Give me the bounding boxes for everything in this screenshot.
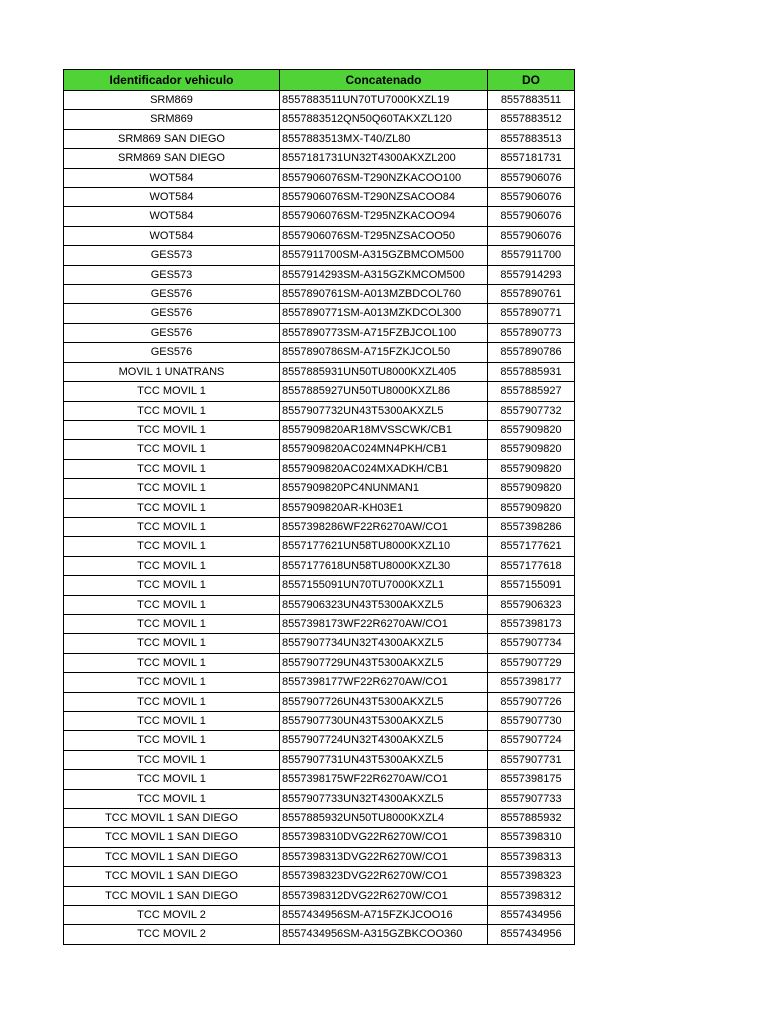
cell-concatenado[interactable]: 8557398310DVG22R6270W/CO1 — [280, 828, 488, 847]
cell-do[interactable]: 8557907734 — [488, 634, 575, 653]
cell-do[interactable]: 8557398323 — [488, 867, 575, 886]
cell-do[interactable]: 8557907729 — [488, 653, 575, 672]
cell-concatenado[interactable]: 8557398286WF22R6270AW/CO1 — [280, 517, 488, 536]
table-row — [64, 168, 575, 187]
table-row — [64, 149, 575, 168]
cell-concatenado[interactable]: 8557177618UN58TU8000KXZL30 — [280, 556, 488, 575]
cell-concatenado[interactable]: 8557434956SM-A315GZBKCOO360 — [280, 925, 488, 944]
header-do[interactable]: DO — [488, 70, 575, 91]
cell-do[interactable]: 8557890761 — [488, 285, 575, 304]
cell-do[interactable]: 8557155091 — [488, 576, 575, 595]
table-row — [64, 246, 575, 265]
table-row — [64, 828, 575, 847]
cell-identificador-vehiculo[interactable]: TCC MOVIL 1 — [64, 440, 280, 459]
cell-identificador-vehiculo[interactable]: TCC MOVIL 1 — [64, 653, 280, 672]
cell-identificador-vehiculo[interactable]: GES576 — [64, 323, 280, 342]
table-row — [64, 673, 575, 692]
cell-concatenado[interactable]: 8557155091UN70TU7000KXZL1 — [280, 576, 488, 595]
table-row — [64, 517, 575, 536]
header-identificador-vehiculo[interactable]: Identificador vehiculo — [64, 70, 280, 91]
cell-identificador-vehiculo[interactable]: TCC MOVIL 1 — [64, 420, 280, 439]
cell-do[interactable]: 8557909820 — [488, 459, 575, 478]
cell-concatenado[interactable]: 8557907733UN32T4300AKXZL5 — [280, 789, 488, 808]
cell-identificador-vehiculo[interactable]: TCC MOVIL 1 — [64, 537, 280, 556]
cell-concatenado[interactable]: 8557907732UN43T5300AKXZL5 — [280, 401, 488, 420]
spreadsheet-table-container — [63, 69, 574, 945]
cell-concatenado[interactable]: 8557398323DVG22R6270W/CO1 — [280, 867, 488, 886]
table-row — [64, 595, 575, 614]
table-row — [64, 634, 575, 653]
cell-do[interactable]: 8557885927 — [488, 382, 575, 401]
cell-concatenado[interactable]: 8557890761SM-A013MZBDCOL760 — [280, 285, 488, 304]
cell-identificador-vehiculo[interactable]: TCC MOVIL 1 — [64, 634, 280, 653]
cell-identificador-vehiculo[interactable]: GES576 — [64, 304, 280, 323]
cell-do[interactable]: 8557914293 — [488, 265, 575, 284]
table-row — [64, 537, 575, 556]
cell-concatenado[interactable]: 8557181731UN32T4300AKXZL200 — [280, 149, 488, 168]
cell-identificador-vehiculo[interactable]: TCC MOVIL 1 — [64, 517, 280, 536]
table-row — [64, 129, 575, 148]
cell-identificador-vehiculo[interactable]: TCC MOVIL 2 — [64, 925, 280, 944]
cell-identificador-vehiculo[interactable]: TCC MOVIL 1 SAN DIEGO — [64, 867, 280, 886]
cell-do[interactable]: 8557906076 — [488, 207, 575, 226]
cell-do[interactable]: 8557909820 — [488, 498, 575, 517]
table-row — [64, 556, 575, 575]
cell-do[interactable]: 8557906076 — [488, 226, 575, 245]
cell-identificador-vehiculo[interactable]: TCC MOVIL 2 — [64, 906, 280, 925]
table-row — [64, 440, 575, 459]
cell-do[interactable]: 8557434956 — [488, 906, 575, 925]
vehicle-table — [63, 69, 575, 945]
cell-identificador-vehiculo[interactable]: WOT584 — [64, 207, 280, 226]
cell-identificador-vehiculo[interactable]: GES576 — [64, 285, 280, 304]
table-row — [64, 188, 575, 207]
cell-identificador-vehiculo[interactable]: WOT584 — [64, 226, 280, 245]
table-row — [64, 382, 575, 401]
cell-identificador-vehiculo[interactable]: WOT584 — [64, 168, 280, 187]
table-row — [64, 420, 575, 439]
cell-identificador-vehiculo[interactable]: TCC MOVIL 1 SAN DIEGO — [64, 828, 280, 847]
cell-concatenado[interactable]: 8557909820AR18MVSSCWK/CB1 — [280, 420, 488, 439]
cell-do[interactable]: 8557885932 — [488, 809, 575, 828]
cell-concatenado[interactable]: 8557911700SM-A315GZBMCOM500 — [280, 246, 488, 265]
cell-concatenado[interactable]: 8557914293SM-A315GZKMCOM500 — [280, 265, 488, 284]
cell-concatenado[interactable]: 8557883513MX-T40/ZL80 — [280, 129, 488, 148]
table-body — [64, 91, 575, 945]
table-row — [64, 809, 575, 828]
table-row — [64, 614, 575, 633]
table-row — [64, 226, 575, 245]
table-row — [64, 207, 575, 226]
table-row — [64, 925, 575, 944]
cell-do[interactable]: 8557907730 — [488, 712, 575, 731]
cell-do[interactable]: 8557883513 — [488, 129, 575, 148]
cell-do[interactable]: 8557890786 — [488, 343, 575, 362]
cell-do[interactable]: 8557909820 — [488, 420, 575, 439]
table-row — [64, 265, 575, 284]
cell-concatenado[interactable]: 8557909820AC024MN4PKH/CB1 — [280, 440, 488, 459]
cell-concatenado[interactable]: 8557398175WF22R6270AW/CO1 — [280, 770, 488, 789]
table-row — [64, 653, 575, 672]
cell-concatenado[interactable]: 8557885927UN50TU8000KXZL86 — [280, 382, 488, 401]
table-row — [64, 401, 575, 420]
cell-do[interactable]: 8557434956 — [488, 925, 575, 944]
table-row — [64, 750, 575, 769]
cell-identificador-vehiculo[interactable]: SRM869 SAN DIEGO — [64, 129, 280, 148]
cell-do[interactable]: 8557907733 — [488, 789, 575, 808]
cell-do[interactable]: 8557890773 — [488, 323, 575, 342]
cell-do[interactable]: 8557177618 — [488, 556, 575, 575]
cell-do[interactable]: 8557883511 — [488, 91, 575, 110]
cell-concatenado[interactable]: 8557907724UN32T4300AKXZL5 — [280, 731, 488, 750]
cell-concatenado[interactable]: 8557434956SM-A715FZKJCOO16 — [280, 906, 488, 925]
cell-do[interactable]: 8557890771 — [488, 304, 575, 323]
table-row — [64, 789, 575, 808]
cell-do[interactable]: 8557885931 — [488, 362, 575, 381]
cell-do[interactable]: 8557907731 — [488, 750, 575, 769]
cell-concatenado[interactable]: 8557907729UN43T5300AKXZL5 — [280, 653, 488, 672]
table-row — [64, 847, 575, 866]
table-row — [64, 712, 575, 731]
cell-identificador-vehiculo[interactable]: GES573 — [64, 246, 280, 265]
cell-do[interactable]: 8557906323 — [488, 595, 575, 614]
cell-identificador-vehiculo[interactable]: TCC MOVIL 1 — [64, 479, 280, 498]
cell-identificador-vehiculo[interactable]: GES573 — [64, 265, 280, 284]
table-row — [64, 731, 575, 750]
table-row — [64, 906, 575, 925]
cell-do[interactable]: 8557398175 — [488, 770, 575, 789]
cell-do[interactable]: 8557398173 — [488, 614, 575, 633]
cell-concatenado[interactable]: 8557885932UN50TU8000KXZL4 — [280, 809, 488, 828]
cell-concatenado[interactable]: 8557906076SM-T290NZKACOO100 — [280, 168, 488, 187]
header-concatenado[interactable]: Concatenado — [280, 70, 488, 91]
cell-identificador-vehiculo[interactable]: TCC MOVIL 1 — [64, 595, 280, 614]
cell-do[interactable]: 8557177621 — [488, 537, 575, 556]
cell-do[interactable]: 8557398313 — [488, 847, 575, 866]
table-row — [64, 770, 575, 789]
cell-do[interactable]: 8557906076 — [488, 188, 575, 207]
cell-identificador-vehiculo[interactable]: TCC MOVIL 1 — [64, 789, 280, 808]
cell-identificador-vehiculo[interactable]: TCC MOVIL 1 — [64, 614, 280, 633]
cell-do[interactable]: 8557398177 — [488, 673, 575, 692]
cell-identificador-vehiculo[interactable]: TCC MOVIL 1 — [64, 731, 280, 750]
table-row — [64, 498, 575, 517]
cell-identificador-vehiculo[interactable]: TCC MOVIL 1 — [64, 712, 280, 731]
cell-do[interactable]: 8557907724 — [488, 731, 575, 750]
cell-concatenado[interactable]: 8557907734UN32T4300AKXZL5 — [280, 634, 488, 653]
cell-identificador-vehiculo[interactable]: TCC MOVIL 1 — [64, 498, 280, 517]
cell-do[interactable]: 8557398310 — [488, 828, 575, 847]
table-row — [64, 91, 575, 110]
table-row — [64, 692, 575, 711]
cell-identificador-vehiculo[interactable]: TCC MOVIL 1 — [64, 750, 280, 769]
cell-identificador-vehiculo[interactable]: TCC MOVIL 1 — [64, 382, 280, 401]
cell-concatenado[interactable]: 8557907731UN43T5300AKXZL5 — [280, 750, 488, 769]
cell-concatenado[interactable]: 8557907730UN43T5300AKXZL5 — [280, 712, 488, 731]
cell-do[interactable]: 8557181731 — [488, 149, 575, 168]
cell-identificador-vehiculo[interactable]: TCC MOVIL 1 SAN DIEGO — [64, 809, 280, 828]
cell-concatenado[interactable]: 8557398312DVG22R6270W/CO1 — [280, 886, 488, 905]
cell-do[interactable]: 8557907726 — [488, 692, 575, 711]
cell-identificador-vehiculo[interactable]: TCC MOVIL 1 — [64, 459, 280, 478]
cell-identificador-vehiculo[interactable]: TCC MOVIL 1 SAN DIEGO — [64, 886, 280, 905]
table-row — [64, 576, 575, 595]
cell-do[interactable]: 8557906076 — [488, 168, 575, 187]
cell-do[interactable]: 8557398312 — [488, 886, 575, 905]
cell-do[interactable]: 8557398286 — [488, 517, 575, 536]
cell-do[interactable]: 8557883512 — [488, 110, 575, 129]
cell-concatenado[interactable]: 8557909820AC024MXADKH/CB1 — [280, 459, 488, 478]
cell-concatenado[interactable]: 8557883511UN70TU7000KXZL19 — [280, 91, 488, 110]
table-row — [64, 362, 575, 381]
cell-concatenado[interactable]: 8557906076SM-T295NZSACOO50 — [280, 226, 488, 245]
cell-identificador-vehiculo[interactable]: TCC MOVIL 1 — [64, 692, 280, 711]
table-row — [64, 479, 575, 498]
cell-identificador-vehiculo[interactable]: TCC MOVIL 1 — [64, 770, 280, 789]
cell-identificador-vehiculo[interactable]: TCC MOVIL 1 — [64, 673, 280, 692]
table-row — [64, 304, 575, 323]
table-row — [64, 867, 575, 886]
cell-identificador-vehiculo[interactable]: WOT584 — [64, 188, 280, 207]
cell-concatenado[interactable]: 8557398313DVG22R6270W/CO1 — [280, 847, 488, 866]
cell-concatenado[interactable]: 8557890773SM-A715FZBJCOL100 — [280, 323, 488, 342]
cell-identificador-vehiculo[interactable]: SRM869 SAN DIEGO — [64, 149, 280, 168]
table-row — [64, 343, 575, 362]
table-row — [64, 110, 575, 129]
cell-concatenado[interactable]: 8557177621UN58TU8000KXZL10 — [280, 537, 488, 556]
cell-identificador-vehiculo[interactable]: SRM869 — [64, 91, 280, 110]
cell-do[interactable]: 8557907732 — [488, 401, 575, 420]
cell-concatenado[interactable]: 8557398177WF22R6270AW/CO1 — [280, 673, 488, 692]
cell-concatenado[interactable]: 8557890786SM-A715FZKJCOL50 — [280, 343, 488, 362]
table-row — [64, 886, 575, 905]
cell-concatenado[interactable]: 8557909820PC4NUNMAN1 — [280, 479, 488, 498]
cell-concatenado[interactable]: 8557906076SM-T290NZSACOO84 — [280, 188, 488, 207]
cell-identificador-vehiculo[interactable]: TCC MOVIL 1 SAN DIEGO — [64, 847, 280, 866]
cell-identificador-vehiculo[interactable]: SRM869 — [64, 110, 280, 129]
cell-identificador-vehiculo[interactable]: TCC MOVIL 1 — [64, 576, 280, 595]
cell-identificador-vehiculo[interactable]: TCC MOVIL 1 — [64, 401, 280, 420]
cell-concatenado[interactable]: 8557906076SM-T295NZKACOO94 — [280, 207, 488, 226]
cell-do[interactable]: 8557909820 — [488, 440, 575, 459]
cell-concatenado[interactable]: 8557398173WF22R6270AW/CO1 — [280, 614, 488, 633]
cell-identificador-vehiculo[interactable]: MOVIL 1 UNATRANS — [64, 362, 280, 381]
header-row — [64, 70, 575, 91]
cell-do[interactable]: 8557909820 — [488, 479, 575, 498]
cell-do[interactable]: 8557911700 — [488, 246, 575, 265]
table-row — [64, 459, 575, 478]
cell-identificador-vehiculo[interactable]: GES576 — [64, 343, 280, 362]
table-row — [64, 323, 575, 342]
cell-concatenado[interactable]: 8557890771SM-A013MZKDCOL300 — [280, 304, 488, 323]
cell-concatenado[interactable]: 8557906323UN43T5300AKXZL5 — [280, 595, 488, 614]
cell-identificador-vehiculo[interactable]: TCC MOVIL 1 — [64, 556, 280, 575]
cell-concatenado[interactable]: 8557909820AR-KH03E1 — [280, 498, 488, 517]
cell-concatenado[interactable]: 8557885931UN50TU8000KXZL405 — [280, 362, 488, 381]
table-row — [64, 285, 575, 304]
cell-concatenado[interactable]: 8557907726UN43T5300AKXZL5 — [280, 692, 488, 711]
cell-concatenado[interactable]: 8557883512QN50Q60TAKXZL120 — [280, 110, 488, 129]
